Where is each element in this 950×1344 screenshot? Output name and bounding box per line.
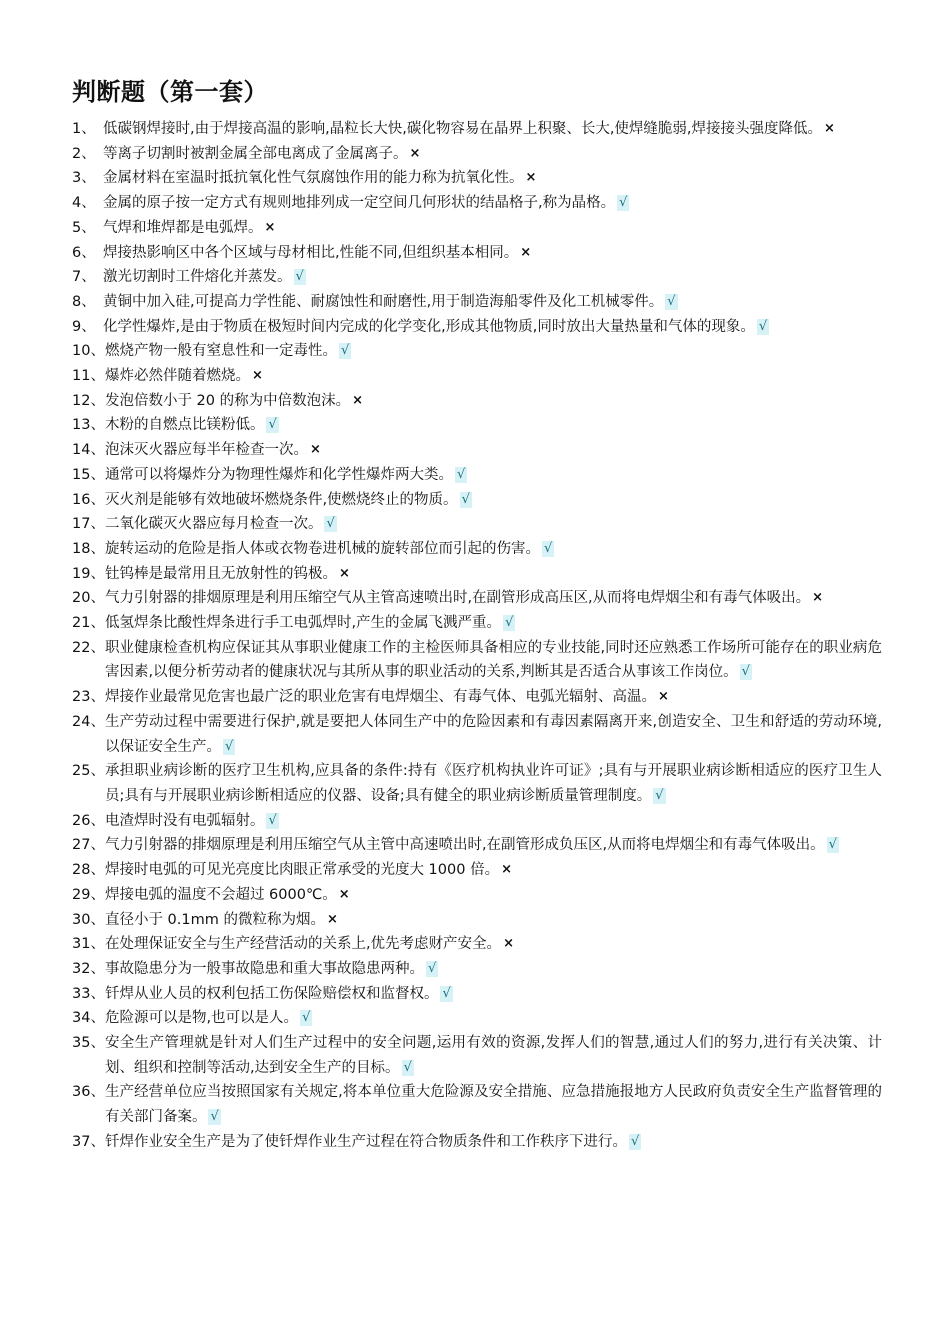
question-body (105, 1130, 882, 1155)
question-text: 安全生产管理就是针对人们生产过程中的安全问题,运用有效的资源,发挥人们的智慧,通过人们的努力,进行有关决策、计划、组织和控制等活动,达到安全生产的目标。 (104, 1035, 882, 1076)
question-text: 激光切割时工件熔化并蒸发。 (103, 269, 292, 286)
question-number: 4、 (72, 195, 96, 212)
question-body (103, 315, 882, 340)
answer-false-mark: × (264, 219, 276, 235)
answer-true-mark: √ (828, 837, 837, 853)
answer-true-mark: √ (456, 466, 466, 482)
question-text: 等离子切割时被割金属全部电离成了金属离子。 (103, 145, 408, 162)
question-item (72, 932, 882, 957)
question-item (72, 759, 882, 808)
answer-false-mark: × (309, 442, 321, 458)
answer-true-mark: √ (543, 540, 553, 556)
question-body (105, 883, 882, 908)
question-body (105, 1006, 882, 1031)
question-number: 14、 (72, 442, 105, 459)
question-text: 焊接热影响区中各个区域与母材相比,性能不同,但组织基本相同。 (103, 244, 519, 261)
question-body (105, 710, 882, 759)
page-title: 判断题（第一套） (72, 78, 268, 106)
question-text: 金属材料在室温时抵抗氧化性气氛腐蚀作用的能力称为抗氧化性。 (103, 170, 524, 187)
question-text: 气力引射器的排烟原理是利用压缩空气从主管中高速喷出时,在副管形成负压区,从而将电焊烟尘和有毒气体吸出。 (104, 837, 825, 854)
answer-false-mark: × (352, 392, 364, 408)
question-body (105, 759, 882, 808)
question-number: 37、 (72, 1133, 105, 1150)
answer-true-mark: √ (268, 812, 277, 828)
answer-false-mark: × (812, 590, 824, 606)
answer-true-mark: √ (295, 269, 304, 285)
question-item (72, 1130, 882, 1155)
question-body (105, 537, 882, 562)
answer-false-mark: × (251, 368, 263, 384)
question-number: 28、 (72, 862, 105, 879)
question-text: 在处理保证安全与生产经营活动的关系上,优先考虑财产安全。 (104, 936, 502, 953)
question-item (72, 265, 882, 290)
answer-true-mark: √ (210, 1109, 219, 1125)
answer-true-mark: √ (427, 960, 437, 976)
question-text: 钎焊作业安全生产是为了使钎焊作业生产过程在符合物质条件和工作秩序下进行。 (104, 1133, 627, 1150)
question-item (72, 191, 882, 216)
question-item (72, 586, 882, 611)
question-item (72, 488, 882, 513)
question-number: 27、 (72, 837, 105, 854)
question-text: 钍钨棒是最常用且无放射性的钨极。 (104, 565, 337, 582)
question-number: 26、 (72, 812, 105, 829)
question-item (72, 241, 882, 266)
question-number: 8、 (72, 293, 96, 310)
question-body (105, 858, 882, 883)
question-number: 20、 (72, 590, 105, 607)
question-text: 职业健康检查机构应保证其从事职业健康工作的主检医师具备相应的专业技能,同时还应熟悉工作场所可能存在的职业病危害因素,以便分析劳动者的健康状况与其所从事的职业活动的关系,判断其是否适合从事该工作岗位。 (104, 639, 882, 681)
answer-true-mark: √ (655, 787, 664, 803)
question-item (72, 315, 882, 340)
question-number: 29、 (72, 886, 105, 903)
question-body (105, 339, 882, 364)
question-text: 发泡倍数小于 20 的称为中倍数泡沫。 (104, 392, 351, 409)
question-number: 32、 (72, 960, 105, 977)
question-text: 通常可以将爆炸分为物理性爆炸和化学性爆炸两大类。 (104, 466, 453, 483)
question-text: 焊接作业最常见危害也最广泛的职业危害有电焊烟尘、有毒气体、电弧光辐射、高温。 (104, 689, 656, 706)
question-item (72, 166, 882, 191)
question-body (105, 1031, 882, 1080)
answer-true-mark: √ (505, 615, 514, 631)
question-text: 气力引射器的排烟原理是利用压缩空气从主管高速喷出时,在副管形成高压区,从而将电焊烟尘和有毒气体吸出。 (104, 590, 811, 607)
question-text: 低碳钢焊接时,由于焊接高温的影响,晶粒长大快,碳化物容易在晶界上积聚、长大,使焊缝脆弱,焊接接头强度降低。 (103, 121, 823, 137)
question-body (105, 438, 882, 463)
question-body (103, 241, 882, 266)
question-body (105, 809, 882, 834)
question-body (105, 1080, 882, 1129)
question-text: 化学性爆炸,是由于物质在极短时间内完成的化学变化,形成其他物质,同时放出大量热量和气体的现象。 (103, 318, 755, 335)
question-text: 黄铜中加入硅,可提高力学性能、耐腐蚀性和耐磨性,用于制造海船零件及化工机械零件。 (103, 293, 664, 310)
question-text: 旋转运动的危险是指人体或衣物卷进机械的旋转部位而引起的伤害。 (104, 540, 540, 557)
question-item (72, 1006, 882, 1031)
question-item (72, 1031, 882, 1080)
question-number: 16、 (72, 491, 105, 508)
question-item (72, 537, 882, 562)
question-body (103, 191, 882, 216)
question-body (105, 982, 882, 1007)
question-body (105, 389, 882, 414)
question-text: 钎焊从业人员的权利包括工伤保险赔偿权和监督权。 (104, 985, 439, 1002)
question-text: 直径小于 0.1mm 的微粒称为烟。 (104, 911, 325, 928)
answer-true-mark: √ (340, 343, 350, 359)
answer-true-mark: √ (630, 1133, 640, 1149)
question-number: 12、 (72, 392, 105, 409)
question-number: 18、 (72, 540, 105, 557)
question-text: 气焊和堆焊都是电弧焊。 (103, 219, 263, 236)
question-body (105, 932, 882, 957)
question-body (105, 908, 882, 933)
answer-true-mark: √ (619, 195, 628, 211)
answer-false-mark: × (409, 145, 421, 161)
question-number: 2、 (72, 145, 96, 162)
question-text: 生产劳动过程中需要进行保护,就是要把人体同生产中的危险因素和有毒因素隔离开来,创造安全、卫生和舒适的劳动环境,以保证安全生产。 (104, 713, 882, 755)
question-item (72, 290, 882, 315)
question-item (72, 339, 882, 364)
question-number: 36、 (72, 1084, 105, 1101)
question-text: 事故隐患分为一般事故隐患和重大事故隐患两种。 (104, 960, 424, 977)
question-body (103, 216, 882, 241)
question-number: 23、 (72, 689, 105, 706)
question-number: 19、 (72, 565, 105, 582)
question-number: 25、 (72, 763, 105, 780)
question-body (105, 562, 882, 587)
question-body (103, 265, 882, 290)
question-text: 低氢焊条比酸性焊条进行手工电弧焊时,产生的金属飞溅严重。 (104, 615, 502, 632)
question-item (72, 512, 882, 537)
question-body (103, 117, 882, 142)
question-body (105, 957, 882, 982)
question-number: 10、 (72, 343, 105, 360)
question-body (105, 463, 882, 488)
question-item (72, 908, 882, 933)
question-number: 15、 (72, 466, 105, 483)
answer-true-mark: √ (268, 417, 277, 433)
answer-true-mark: √ (461, 491, 470, 507)
question-number: 31、 (72, 936, 105, 953)
question-item (72, 957, 882, 982)
question-list (72, 117, 882, 1155)
question-number: 24、 (72, 713, 105, 730)
question-number: 11、 (72, 368, 105, 385)
answer-true-mark: √ (302, 1010, 311, 1026)
question-number: 5、 (72, 219, 96, 236)
question-body (103, 142, 882, 167)
answer-false-mark: × (338, 565, 350, 581)
question-item (72, 982, 882, 1007)
question-body (105, 586, 882, 611)
question-item (72, 1080, 882, 1129)
question-text: 爆炸必然伴随着燃烧。 (104, 368, 250, 385)
question-text: 泡沫灭火器应每半年检查一次。 (104, 442, 308, 459)
question-item (72, 883, 882, 908)
question-item (72, 611, 882, 636)
question-body (105, 611, 882, 636)
question-item (72, 685, 882, 710)
answer-true-mark: √ (758, 318, 768, 334)
answer-true-mark: √ (667, 293, 676, 309)
question-number: 35、 (72, 1035, 105, 1052)
question-body (103, 166, 882, 191)
answer-false-mark: × (520, 244, 532, 260)
question-number: 1、 (72, 121, 96, 137)
question-item (72, 562, 882, 587)
question-body (105, 364, 882, 389)
question-item (72, 438, 882, 463)
question-item (72, 463, 882, 488)
answer-false-mark: × (338, 886, 350, 902)
question-text: 电渣焊时没有电弧辐射。 (104, 812, 265, 829)
question-body (105, 512, 882, 537)
question-body (105, 636, 882, 685)
question-number: 34、 (72, 1010, 105, 1027)
question-number: 13、 (72, 417, 105, 434)
question-text: 危险源可以是物,也可以是人。 (104, 1010, 299, 1027)
question-number: 22、 (72, 639, 105, 656)
answer-false-mark: × (824, 121, 835, 136)
question-text: 金属的原子按一定方式有规则地排列成一定空间几何形状的结晶格子,称为晶格。 (103, 195, 616, 212)
question-item (72, 858, 882, 883)
question-item (72, 117, 882, 142)
answer-true-mark: √ (403, 1059, 412, 1075)
question-body (105, 833, 882, 858)
answer-false-mark: × (503, 936, 514, 952)
question-item (72, 216, 882, 241)
question-item (72, 364, 882, 389)
question-item (72, 413, 882, 438)
question-number: 33、 (72, 985, 105, 1002)
question-text: 灭火剂是能够有效地破坏燃烧条件,使燃烧终止的物质。 (104, 491, 458, 508)
answer-true-mark: √ (326, 516, 335, 532)
question-text: 燃烧产物一般有窒息性和一定毒性。 (104, 343, 337, 360)
question-text: 木粉的自燃点比镁粉低。 (104, 417, 265, 434)
question-body (105, 685, 882, 710)
answer-true-mark: √ (224, 738, 234, 754)
question-body (105, 488, 882, 513)
question-item (72, 833, 882, 858)
question-text: 生产经营单位应当按照国家有关规定,将本单位重大危险源及安全措施、应急措施报地方人民政府负责安全生产监督管理的有关部门备案。 (104, 1084, 882, 1126)
question-text: 焊接电弧的温度不会超过 6000℃。 (104, 886, 337, 903)
question-item (72, 636, 882, 685)
answer-false-mark: × (525, 170, 537, 186)
question-number: 7、 (72, 269, 96, 286)
question-item (72, 389, 882, 414)
question-number: 6、 (72, 244, 96, 261)
answer-false-mark: × (326, 911, 338, 927)
question-text: 二氧化碳灭火器应每月检查一次。 (104, 516, 323, 533)
question-text: 承担职业病诊断的医疗卫生机构,应具备的条件:持有《医疗机构执业许可证》;具有与开展职业病诊断相适应的医疗卫生人员;具有与开展职业病诊断相适应的仪器、设备;具有健全的职业病诊断质量管理制度。 (104, 763, 882, 804)
question-item (72, 142, 882, 167)
question-item (72, 809, 882, 834)
answer-false-mark: × (657, 689, 669, 705)
question-text: 焊接时电弧的可见光亮度比肉眼正常承受的光度大 1000 倍。 (104, 862, 500, 879)
question-body (103, 290, 882, 315)
question-number: 21、 (72, 615, 105, 632)
answer-false-mark: × (501, 862, 512, 878)
answer-true-mark: √ (741, 664, 750, 680)
question-number: 30、 (72, 911, 105, 928)
question-number: 17、 (72, 516, 105, 533)
question-body (105, 413, 882, 438)
question-item (72, 710, 882, 759)
answer-true-mark: √ (442, 985, 451, 1001)
question-number: 3、 (72, 170, 96, 187)
question-number: 9、 (72, 318, 96, 335)
